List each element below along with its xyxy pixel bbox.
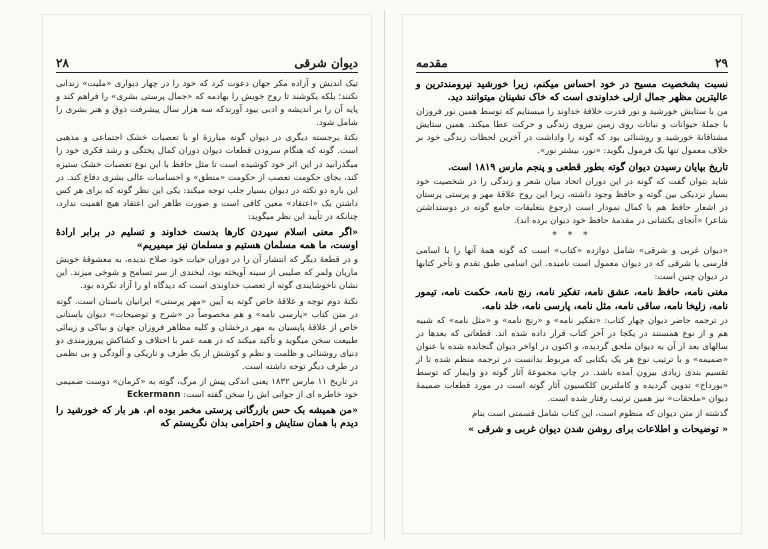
right-paragraph-3: «دیوان غربی و شرقی» شامل دوازده «کتاب» است که گوته همهٔ آنها را با اسامی فارسی یا شرقی که در دیوان معمول است نامیده. این اسامی طبق تقدم و تأخر کتابها در دیوان چنین است: xyxy=(416,246,728,283)
right-book-list: مغنی نامه، حافظ نامه، عشق نامه، تفکیر نامه، رنج نامه، حکمت نامه، تیمور نامه، زلیخا نامه، ساقی نامه، مثل نامه، پارسی نامه، خلد نامه. xyxy=(416,287,728,312)
right-header-rule xyxy=(416,72,728,73)
right-explanations-title: « توضیحات و اطلاعات برای روشن شدن دیوان غربی و شرقی » xyxy=(468,424,728,436)
right-paragraph-1: من با ستایش خورشید و نور قدرت خلاقهٔ خداوند را میستایم که توسط همین نور فروزان با جملهٔ حیوانات و نباتات روی زمین نیروی زندگی و حرکت عطا میکند. همین ستایش مشتاقانهٔ خورشید و روشنائی بود که گوته را واداشت در آخرین لحظات زندگی خود بر خلاف معمول تنها یک فرمول بگوید: «نور، بیشتر نور». xyxy=(416,107,728,157)
left-page xyxy=(42,14,372,534)
book-gutter xyxy=(384,10,385,540)
eckermann-name: Eckermann xyxy=(126,390,181,401)
left-paragraph-5 xyxy=(56,376,358,402)
right-page xyxy=(402,14,742,534)
right-date-line: تاریخ بپایان رسیدن دیوان گوته بطور قطعی و پنجم مارس ۱۸۱۹ است. xyxy=(447,161,728,173)
left-paragraph-3: و در قطعهٔ دیگر که انتشار آن را در دوران حیات خود صلاح ندیده، به معشوقهٔ خویش ماریان ولمر که صلیبی از سینه آویخته بود، لبخندی از سر تسامح و شوخی میزند. این نشان ناخوشایندی گوته از تعصب خداوندی است که دیدگاه او را آزاد نکرده بود. xyxy=(56,255,358,292)
left-page-number: ۲۸ xyxy=(56,56,69,70)
right-paragraph-4: در ترجمه حاضر دیوان چهار کتاب: «تفکیر نامه» و «رنج نامه» و «مثل نامه» که شبیه هم و از نوع همسنند در یکجا در آخر کتاب قرار داده شده اند. قطعاتی که بعدها در سالهای بعد از آن به دیوان ملحق گردیده، و اکنون در اواخر دیوان گنجانده شده با عنوان «ضمیمه» و با ترتیب نوع هر یک بکتابی که مربوط بدانست در ترجمه منظم شده تا از تقسیم بندی زیادی بیرون آمده باشد. در چاپ مجموعهٔ آثار گوته دو وایمار که توسط «بورداخ» تدوین گردیده و کاملترین کلکسیون آثار گوته است در مورد قطعات ضمیمهٔ دیوان «ملحقات» نیز همین ترتیب رفتار شده است. xyxy=(416,315,728,405)
left-quote-sun: «من همیشه بک حس بازرگانی پرستی مخمر بوده ام. هر بار که خورشید را دیدم با همان ستایش و احترامی بدان نگریستم که xyxy=(56,405,358,430)
right-paragraph-2: شاید بتوان گفت که گوته در این دوران اتحاد میان شعر و زندگی را در شخصیت خود بسیار نزدیکی بین گوته و حافظ وجود داشته، زیرا این روح علاقهٔ مهر و پرستی پرستان در اشعار حافظ هم با کمال نمودار است (رجوع بتعلیقات جامع گوته در دوستداشتن شاعر) «آنجای بکشانی در مقدمهٔ حافظ خود دیوان برده اند). xyxy=(416,176,728,226)
section-separator-stars: * * * xyxy=(552,231,592,242)
right-quote-sun: نسبت بشخصیت مسیح در خود احساس میکنم، زیرا خورشید نیرومندترین و عالیترین مظهر جمال ازلی خداوندی است که خاک نشینان میتوانند دید. xyxy=(416,79,728,104)
left-paragraph-2: نکتهٔ برجسته دیگری در دیوان گوته مبارزهٔ او با تعصبات خشک اجتماعی و مذهبی است. گوته که هنگام سرودن قطعات دیوان دوران کمال پختگی و رشد فکری خود را میگذرانید در این اثر خود کوشیده است تا مثل حافظ با این نوع تعصبات خشک ستیزه کند، بجای حکومت تعصب از حکومت «منطق» و احساسات عالی بشری دفاع کند. در این باره دو نکته در دیوان بسیار جلب توجه میکند: یکی این نظر گوته که برای هر کس داشتن یک «اعتقاد» معین کافی است و صورت ظاهر این اعتقاد هیچ اهمیت ندارد، چنانکه در تأیید این نظر میگوید: xyxy=(56,133,358,222)
left-paragraph-4: نکتهٔ دوم توجه و علاقهٔ خاص گوته به آیین «مهر پرستی» ایرانیان باستان است. گوته در متن کتاب «پارسی نامه» و هم مخصوصاً در «شرح و توضیحات» دیوان باستانی خاص از علاقهٔ پاپسیان به مهر درخشان و کلیه مظاهر فروزان جهان و بیاکی و زیبائی طبیعت سخن میگوید و تأکید میکند که در همه عمر با اختلاف و کشاکش پیروزمندی دو دنیای روشنائی و ظلمت و نظم و کوشش از یک طرف و تاریکی و آلودگی و بی نظمی در طرف دیگر توجه داشته است. xyxy=(56,296,358,372)
left-page-header xyxy=(56,52,358,70)
left-paragraph-1: تیک اندیش و آزاده مکر جهان دعوت کرد که خود را در چهار دیواری «ملیت» زندانی نکنند؛ بلکه یکوشند تا روح خویش را بهادمه که «جمال پرستی بشری» را فراهم کند و پایه آن را بر اندیشه و ادبی بیود آورندکه سه هزار سال پیشرفت ذوق و هنر بشری را شامل شود. xyxy=(56,79,358,129)
right-paragraph-5: گذشته از متن دیوان که منظوم است، این کتاب شامل قسمتی است بنام xyxy=(471,409,728,420)
right-page-header xyxy=(416,52,728,70)
right-page-title: مقدمه xyxy=(416,56,448,70)
left-quote-islam: «اگر معنی اسلام سپردن کارها بدست خداوند و تسلیم در برابر ارادهٔ اوست، ما همه مسلمان هستیم و مسلمان نیز میمیریم» xyxy=(56,227,358,252)
right-page-body xyxy=(416,78,728,526)
left-page-body xyxy=(56,78,358,526)
right-page-number: ۲۹ xyxy=(715,56,728,70)
left-page-title: دیوان شرقی xyxy=(294,56,358,70)
left-paragraph-5-text: در تاریخ ۱۱ مارس ۱۸۳۲ یعنی اندکی پیش از مرگ، گوته به «کرمان» دوست صمیمی خود خاطره ای از جوانی اش را سخن گفته است: xyxy=(56,377,358,401)
left-header-rule xyxy=(56,72,358,73)
